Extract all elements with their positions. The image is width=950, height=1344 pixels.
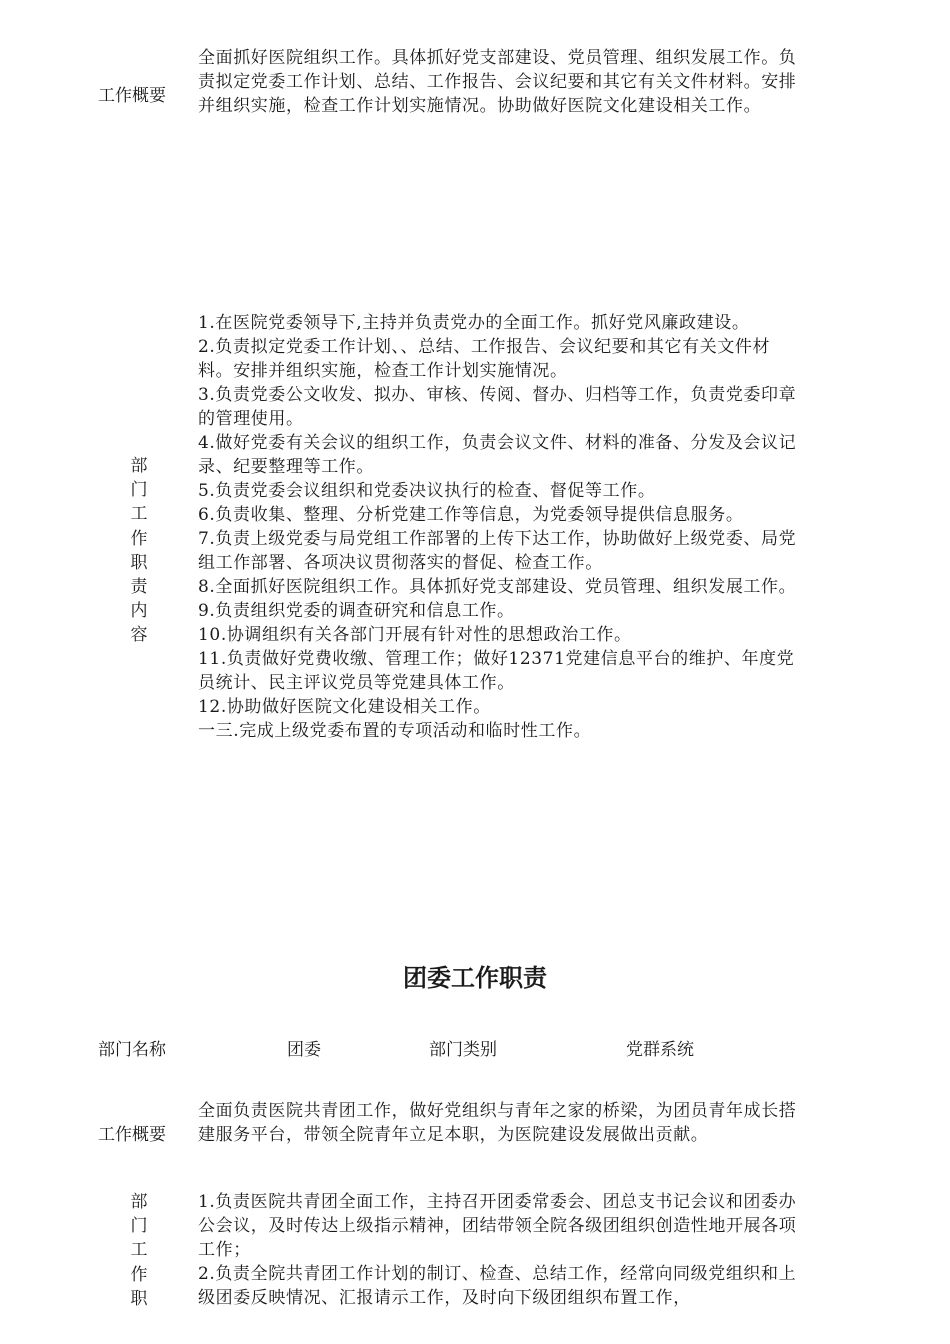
duties-label-2: 部 门 工 作 职 <box>130 1192 148 1309</box>
list-item: 11.负责做好党费收缴、管理工作；做好12371党建信息平台的维护、年度党员统计、民主评议党员等党建具体工作。 <box>198 649 795 693</box>
overview-text-2: 全面负责医院共青团工作，做好党组织与青年之家的桥梁，为团员青年成长搭建服务平台，带领全院青年立足本职，为医院建设发展做出贡献。 <box>198 1101 797 1145</box>
list-item: 6.负责收集、整理、分析党建工作等信息，为党委领导提供信息服务。 <box>198 505 744 525</box>
overview-text: 全面抓好医院组织工作。具体抓好党支部建设、党员管理、组织发展工作。负责拟定党委工作计划、总结、工作报告、会议纪要和其它有关文件材料。安排并组织实施，检查工作计划实施情况。协助做好医院文化建设相关工作。 <box>198 48 797 116</box>
duties-label: 部 门 工 作 职 责 内 容 <box>130 456 148 646</box>
list-item: 8.全面抓好医院组织工作。具体抓好党支部建设、党员管理、组织发展工作。 <box>198 577 797 597</box>
list-item: 9.负责组织党委的调查研究和信息工作。 <box>198 601 515 621</box>
list-item: 2.负责拟定党委工作计划、、总结、工作报告、会议纪要和其它有关文件材料。安排并组织实施，检查工作计划实施情况。 <box>198 337 771 381</box>
list-item: 3.负责党委公文收发、拟办、审核、传阅、督办、归档等工作，负责党委印章的管理使用。 <box>198 385 797 429</box>
list-item: 5.负责党委会议组织和党委决议执行的检查、督促等工作。 <box>198 481 656 501</box>
list-item: 一三.完成上级党委布置的专项活动和临时性工作。 <box>198 721 592 741</box>
dept-type-value: 党群系统 <box>626 1040 694 1060</box>
dept-type-label: 部门类别 <box>429 1040 497 1060</box>
dept-name-value: 团委 <box>287 1040 321 1060</box>
list-item: 1.负责医院共青团全面工作，主持召开团委常委会、团总支书记会议和团委办公会议，及时传达上级指示精神，团结带领全院各级团组织创造性地开展各项工作； <box>198 1192 797 1260</box>
page-title: 团委工作职责 <box>403 963 547 992</box>
list-item: 12.协助做好医院文化建设相关工作。 <box>198 697 491 717</box>
duties-list <box>198 311 800 743</box>
overview-label-2: 工作概要 <box>98 1125 166 1145</box>
list-item: 4.做好党委有关会议的组织工作，负责会议文件、材料的准备、分发及会议记录、纪要整理等工作。 <box>198 433 797 477</box>
list-item: 7.负责上级党委与局党组工作部署的上传下达工作，协助做好上级党委、局党组工作部署、各项决议贯彻落实的督促、检查工作。 <box>198 529 797 573</box>
list-item: 2.负责全院共青团工作计划的制订、检查、总结工作，经常向同级党组织和上级团委反映情况、汇报请示工作，及时向下级团组织布置工作， <box>198 1264 797 1308</box>
list-item: 1.在医院党委领导下,主持并负责党办的全面工作。抓好党风廉政建设。 <box>198 313 750 333</box>
list-item: 10.协调组织有关各部门开展有针对性的思想政治工作。 <box>198 625 632 645</box>
duties-list-2 <box>198 1190 800 1310</box>
overview-label: 工作概要 <box>98 86 166 106</box>
dept-name-label: 部门名称 <box>98 1040 166 1060</box>
